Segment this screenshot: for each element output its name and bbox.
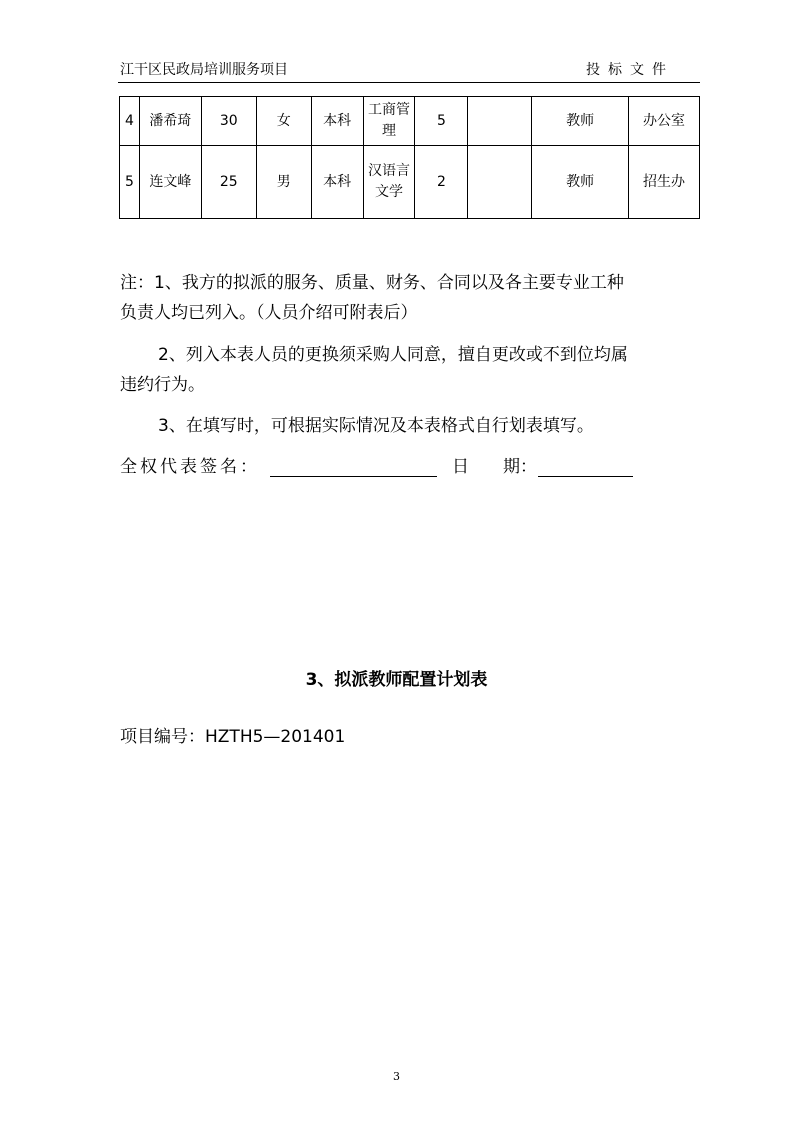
table-cell: 女 [256,97,311,146]
table-cell: 5 [120,146,140,219]
note-2-line-1: 2、列入本表人员的更换须采购人同意，擅自更改或不到位均属 [158,345,628,365]
project-number: 项目编号：HZTH5—201401 [120,727,346,747]
signature-label: 全权代表签名： [120,457,260,477]
table-cell: 连文峰 [139,146,201,219]
note-3: 3、在填写时，可根据实际情况及本表格式自行划表填写。 [158,416,594,436]
table-cell: 男 [256,146,311,219]
table-cell: 潘希琦 [139,97,201,146]
table-cell [468,97,532,146]
date-blank [538,476,633,477]
note-1-line-1: 注：1、我方的拟派的服务、质量、财务、合同以及各主要专业工种 [120,273,624,293]
date-label: 日 期： [452,457,537,477]
table-cell: 工商管理 [363,97,415,146]
table-cell [468,146,532,219]
table-cell: 教师 [532,97,629,146]
page-number: 3 [393,1070,400,1083]
table-cell: 汉语言文学 [363,146,415,219]
staff-table-body [120,97,700,219]
section-title: 3、拟派教师配置计划表 [305,670,488,690]
table-cell: 本科 [311,146,363,219]
table-row [120,97,700,146]
table-cell: 5 [415,97,468,146]
note-2-line-2: 违约行为。 [120,375,205,395]
header-doc-type: 投标文件 [586,62,674,78]
table-cell: 4 [120,97,140,146]
staff-table [119,96,700,219]
table-cell: 招生办 [629,146,700,219]
table-cell: 2 [415,146,468,219]
table-cell: 25 [201,146,256,219]
signature-blank [270,476,437,477]
table-cell: 办公室 [629,97,700,146]
table-row [120,146,700,219]
header-divider [118,82,700,83]
table-cell: 本科 [311,97,363,146]
note-1-line-2: 负责人均已列入。（人员介绍可附表后） [120,303,418,323]
table-cell: 30 [201,97,256,146]
header-project-name: 江干区民政局培训服务项目 [120,62,288,78]
table-cell: 教师 [532,146,629,219]
